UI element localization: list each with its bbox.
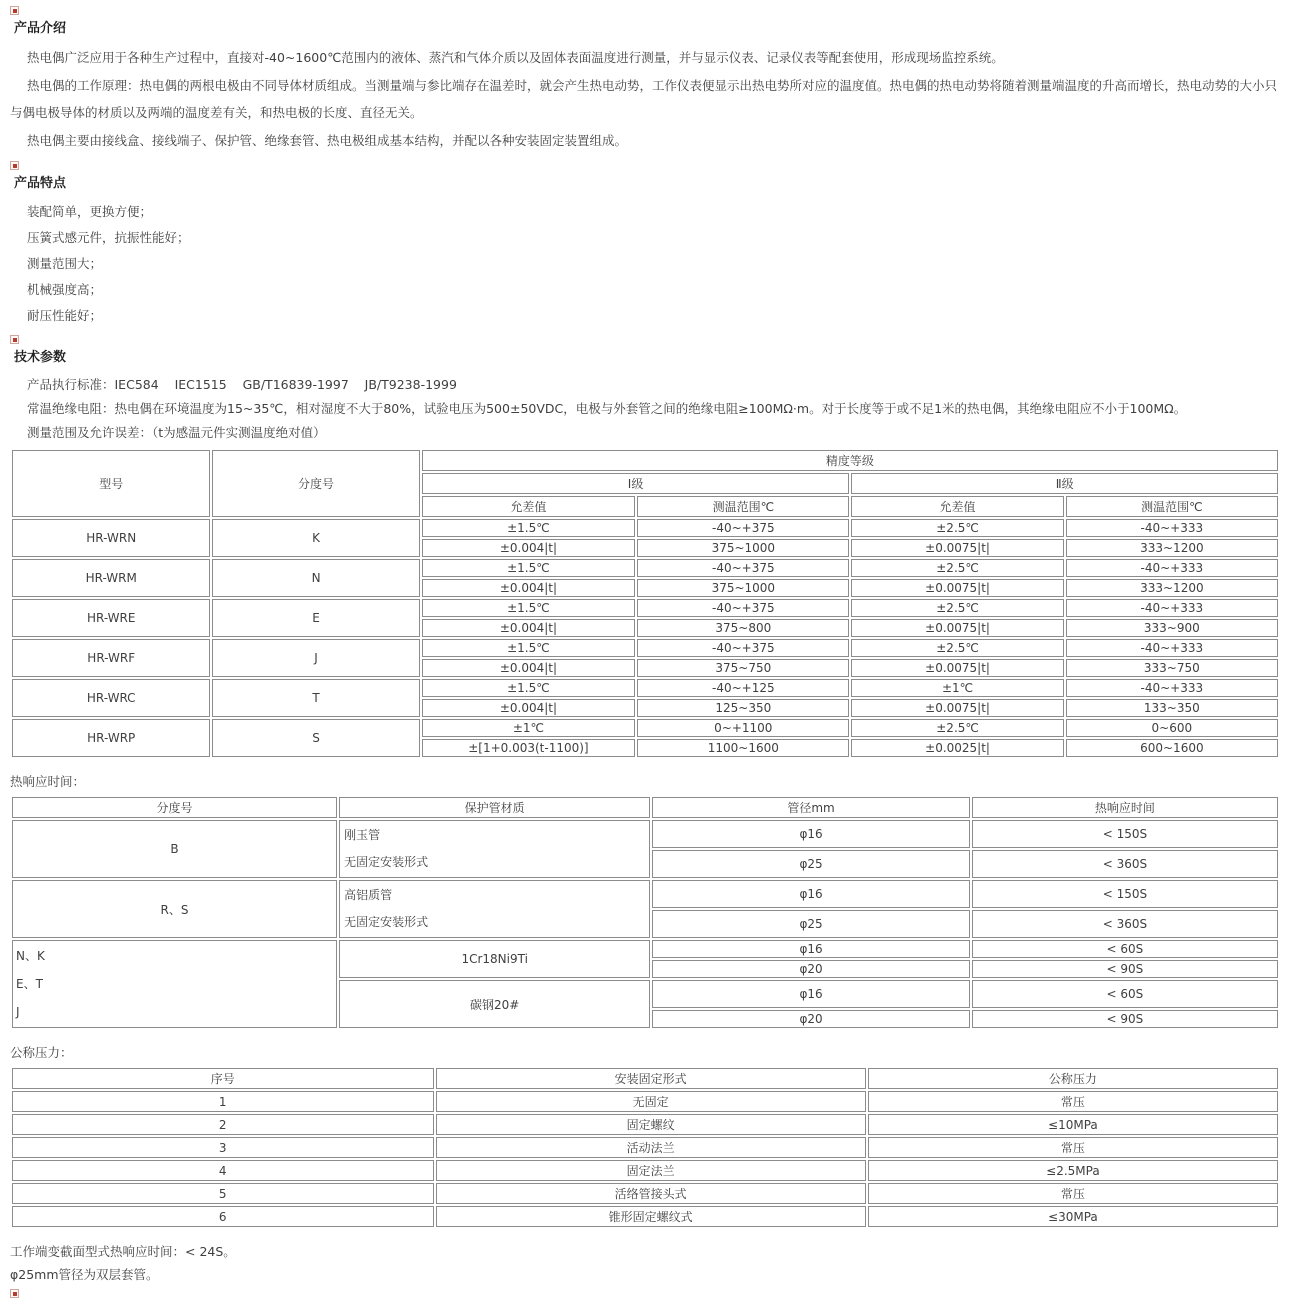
broken-image-icon <box>10 1289 19 1298</box>
accuracy-row <box>12 679 1278 697</box>
class1-range-cell: -40~+125 <box>637 679 849 697</box>
diameter-cell: φ20 <box>652 960 970 978</box>
class2-range-cell: 333~1200 <box>1066 579 1278 597</box>
index-cell: 4 <box>12 1160 434 1181</box>
material-cell <box>339 820 650 878</box>
model-cell: HR-WRN <box>12 519 210 557</box>
response-time-cell: < 150S <box>972 820 1278 848</box>
model-cell: HR-WRC <box>12 679 210 717</box>
pressure-cell: ≤2.5MPa <box>868 1160 1278 1181</box>
cell-line: E、T <box>16 977 43 991</box>
diameter-cell: φ20 <box>652 1010 970 1028</box>
col-header-protection-tube: 保护管材质 <box>339 797 650 818</box>
feature-item: 压簧式感元件，抗振性能好； <box>27 230 190 245</box>
col-header-grade: 分度号 <box>212 450 419 517</box>
class2-range-cell: -40~+333 <box>1066 639 1278 657</box>
col-header-class2: Ⅱ级 <box>851 473 1278 494</box>
cell-line: 碳钢20# <box>470 997 520 1012</box>
class1-tolerance-cell: ±1.5℃ <box>422 679 636 697</box>
diameter-cell: φ25 <box>652 850 970 878</box>
accuracy-row <box>12 639 1278 657</box>
mount-type-cell: 无固定 <box>436 1091 866 1112</box>
section-title-intro: 产品介绍 <box>14 21 67 36</box>
grade-cell: N <box>212 559 419 597</box>
class2-tolerance-cell: ±0.0075|t| <box>851 579 1063 597</box>
cell-line: J <box>16 1005 20 1019</box>
accuracy-row <box>12 719 1278 737</box>
col-header-pressure: 公称压力 <box>868 1068 1278 1089</box>
feature-item: 耐压性能好； <box>27 308 103 323</box>
model-cell: HR-WRE <box>12 599 210 637</box>
response-header-row <box>12 797 1278 818</box>
insulation-line: 常温绝缘电阻：热电偶在环境温度为15~35℃，相对湿度不大于80%，试验电压为500±50VDC，电极与外套管之间的绝缘电阻≥100MΩ·m。对于长度等于或不足1米的热电偶，其绝缘电阻应不小于100MΩ。 <box>27 401 1187 416</box>
col-header-range: 测温范围℃ <box>637 496 849 517</box>
class2-range-cell: 333~750 <box>1066 659 1278 677</box>
accuracy-row <box>12 599 1278 617</box>
grade-cell: T <box>212 679 419 717</box>
grade-cell <box>12 820 337 878</box>
response-time-cell: < 90S <box>972 960 1278 978</box>
intro-paragraph-3: 热电偶主要由接线盒、接线端子、保护管、绝缘套管、热电极组成基本结构，并配以各种安装固定装置组成。 <box>27 132 628 148</box>
diameter-cell: φ25 <box>652 910 970 938</box>
col-header-range: 测温范围℃ <box>1066 496 1278 517</box>
col-header-class1: Ⅰ级 <box>422 473 850 494</box>
class2-range-cell: 333~1200 <box>1066 539 1278 557</box>
class2-range-cell: 133~350 <box>1066 699 1278 717</box>
class2-range-cell: 0~600 <box>1066 719 1278 737</box>
class2-tolerance-cell: ±2.5℃ <box>851 639 1063 657</box>
class2-tolerance-cell: ±0.0075|t| <box>851 659 1063 677</box>
grade-cell <box>12 940 337 1028</box>
cell-line: 刚玉管 <box>344 828 381 842</box>
model-cell: HR-WRP <box>12 719 210 757</box>
broken-image-icon <box>10 161 19 170</box>
class1-tolerance-cell: ±[1+0.003(t-1100)] <box>422 739 636 757</box>
index-cell: 1 <box>12 1091 434 1112</box>
pressure-row <box>12 1160 1278 1181</box>
class1-range-cell: -40~+375 <box>637 519 849 537</box>
pressure-row <box>12 1114 1278 1135</box>
class1-range-cell: -40~+375 <box>637 559 849 577</box>
index-cell: 3 <box>12 1137 434 1158</box>
footnotes <box>10 1240 1280 1286</box>
col-header-model: 型号 <box>12 450 210 517</box>
accuracy-row <box>12 559 1278 577</box>
response-time-cell: < 150S <box>972 880 1278 908</box>
class1-tolerance-cell: ±1.5℃ <box>422 599 636 617</box>
pressure-row <box>12 1206 1278 1227</box>
pressure-row <box>12 1137 1278 1158</box>
response-row <box>12 940 1278 958</box>
col-header-tolerance: 允差值 <box>851 496 1063 517</box>
col-header-accuracy-class: 精度等级 <box>422 450 1278 471</box>
material-cell <box>339 980 650 1028</box>
broken-image-icon <box>10 335 19 344</box>
response-time-cell: < 360S <box>972 850 1278 878</box>
accuracy-header-row-1 <box>12 450 1278 471</box>
class2-tolerance-cell: ±0.0075|t| <box>851 539 1063 557</box>
class2-tolerance-cell: ±2.5℃ <box>851 719 1063 737</box>
index-cell: 2 <box>12 1114 434 1135</box>
cell-line: B <box>170 842 179 856</box>
class1-tolerance-cell: ±0.004|t| <box>422 699 636 717</box>
response-row <box>12 820 1278 848</box>
section-title-features: 产品特点 <box>14 176 67 191</box>
diameter-cell: φ16 <box>652 880 970 908</box>
class2-range-cell: -40~+333 <box>1066 599 1278 617</box>
grade-cell <box>12 880 337 938</box>
section-title-tech: 技术参数 <box>14 350 67 365</box>
class1-tolerance-cell: ±1℃ <box>422 719 636 737</box>
class1-range-cell: 375~1000 <box>637 539 849 557</box>
mount-type-cell: 固定螺纹 <box>436 1114 866 1135</box>
class2-tolerance-cell: ±2.5℃ <box>851 559 1063 577</box>
pressure-label: 公称压力： <box>10 1045 73 1060</box>
intro-paragraph-2: 热电偶的工作原理：热电偶的两根电极由不同导体材质组成。当测量端与参比端存在温差时，就会产生热电动势，工作仪表便显示出热电势所对应的温度值。热电偶的热电动势将随着测量端温度的升高而增长，热电动势的大小只与偶电极导体的材质以及两端的温度差有关，和热电极的长度、直径无关。 <box>10 77 1278 120</box>
class2-tolerance-cell: ±2.5℃ <box>851 519 1063 537</box>
class1-tolerance-cell: ±0.004|t| <box>422 539 636 557</box>
model-cell: HR-WRM <box>12 559 210 597</box>
class2-range-cell: -40~+333 <box>1066 519 1278 537</box>
model-cell: HR-WRF <box>12 639 210 677</box>
class1-range-cell: -40~+375 <box>637 639 849 657</box>
standards-line: 产品执行标准：IEC584 IEC1515 GB/T16839-1997 JB/T9238-1999 <box>27 377 457 392</box>
class1-range-cell: 375~800 <box>637 619 849 637</box>
response-time-cell: < 90S <box>972 1010 1278 1028</box>
class1-range-cell: 0~+1100 <box>637 719 849 737</box>
pressure-cell: 常压 <box>868 1137 1278 1158</box>
col-header-diameter: 管径mm <box>652 797 970 818</box>
pressure-cell: ≤10MPa <box>868 1114 1278 1135</box>
col-header-mount-type: 安装固定形式 <box>436 1068 866 1089</box>
class1-tolerance-cell: ±0.004|t| <box>422 619 636 637</box>
grade-cell: K <box>212 519 419 557</box>
class1-tolerance-cell: ±0.004|t| <box>422 579 636 597</box>
class1-range-cell: 375~1000 <box>637 579 849 597</box>
class2-range-cell: 333~900 <box>1066 619 1278 637</box>
accuracy-row <box>12 519 1278 537</box>
response-time-label: 热响应时间： <box>10 774 86 789</box>
range-error-line: 测量范围及允许误差：（t为感温元件实测温度绝对值） <box>27 425 326 440</box>
pressure-row <box>12 1183 1278 1204</box>
feature-item: 装配简单，更换方便； <box>27 204 153 219</box>
response-time-cell: < 360S <box>972 910 1278 938</box>
material-cell <box>339 940 650 978</box>
class2-tolerance-cell: ±1℃ <box>851 679 1063 697</box>
footnote-double-tube: φ25mm管径为双层套管。 <box>10 1267 159 1282</box>
diameter-cell: φ16 <box>652 980 970 1008</box>
class2-tolerance-cell: ±2.5℃ <box>851 599 1063 617</box>
mount-type-cell: 活络管接头式 <box>436 1183 866 1204</box>
class2-tolerance-cell: ±0.0025|t| <box>851 739 1063 757</box>
pressure-row <box>12 1091 1278 1112</box>
col-header-tolerance: 允差值 <box>422 496 636 517</box>
class2-range-cell: 600~1600 <box>1066 739 1278 757</box>
response-time-cell: < 60S <box>972 940 1278 958</box>
class1-range-cell: 1100~1600 <box>637 739 849 757</box>
col-header-grade: 分度号 <box>12 797 337 818</box>
broken-image-icon <box>10 6 19 15</box>
cell-line: 无固定安装形式 <box>344 915 429 929</box>
class2-range-cell: -40~+333 <box>1066 679 1278 697</box>
pressure-header-row <box>12 1068 1278 1089</box>
intro-paragraph-1: 热电偶广泛应用于各种生产过程中，直接对-40~1600℃范围内的液体、蒸汽和气体介质以及固体表面温度进行测量，并与显示仪表、记录仪表等配套使用，形成现场监控系统。 <box>27 50 1004 65</box>
class2-tolerance-cell: ±0.0075|t| <box>851 699 1063 717</box>
class1-range-cell: 125~350 <box>637 699 849 717</box>
nominal-pressure-table <box>10 1066 1280 1229</box>
footnote-response-time: 工作端变截面型式热响应时间：< 24S。 <box>10 1244 236 1259</box>
grade-cell: E <box>212 599 419 637</box>
class2-tolerance-cell: ±0.0075|t| <box>851 619 1063 637</box>
class1-range-cell: -40~+375 <box>637 599 849 617</box>
class1-tolerance-cell: ±0.004|t| <box>422 659 636 677</box>
response-row <box>12 880 1278 908</box>
mount-type-cell: 锥形固定螺纹式 <box>436 1206 866 1227</box>
accuracy-table <box>10 448 1280 759</box>
grade-cell: J <box>212 639 419 677</box>
class1-tolerance-cell: ±1.5℃ <box>422 559 636 577</box>
index-cell: 6 <box>12 1206 434 1227</box>
response-time-cell: < 60S <box>972 980 1278 1008</box>
feature-item: 测量范围大； <box>27 256 103 271</box>
cell-line: 高铝质管 <box>344 888 393 902</box>
class1-tolerance-cell: ±1.5℃ <box>422 639 636 657</box>
index-cell: 5 <box>12 1183 434 1204</box>
grade-cell: S <box>212 719 419 757</box>
feature-item: 机械强度高； <box>27 282 103 297</box>
cell-line: R、S <box>160 902 189 917</box>
cell-line: N、K <box>16 949 45 963</box>
pressure-cell: 常压 <box>868 1091 1278 1112</box>
mount-type-cell: 固定法兰 <box>436 1160 866 1181</box>
pressure-cell: ≤30MPa <box>868 1206 1278 1227</box>
cell-line: 1Cr18Ni9Ti <box>461 952 528 966</box>
col-header-response-time: 热响应时间 <box>972 797 1278 818</box>
cell-line: 无固定安装形式 <box>344 855 429 869</box>
diameter-cell: φ16 <box>652 820 970 848</box>
diameter-cell: φ16 <box>652 940 970 958</box>
response-time-table <box>10 795 1280 1030</box>
pressure-cell: 常压 <box>868 1183 1278 1204</box>
class1-range-cell: 375~750 <box>637 659 849 677</box>
col-header-index: 序号 <box>12 1068 434 1089</box>
mount-type-cell: 活动法兰 <box>436 1137 866 1158</box>
class1-tolerance-cell: ±1.5℃ <box>422 519 636 537</box>
class2-range-cell: -40~+333 <box>1066 559 1278 577</box>
material-cell <box>339 880 650 938</box>
